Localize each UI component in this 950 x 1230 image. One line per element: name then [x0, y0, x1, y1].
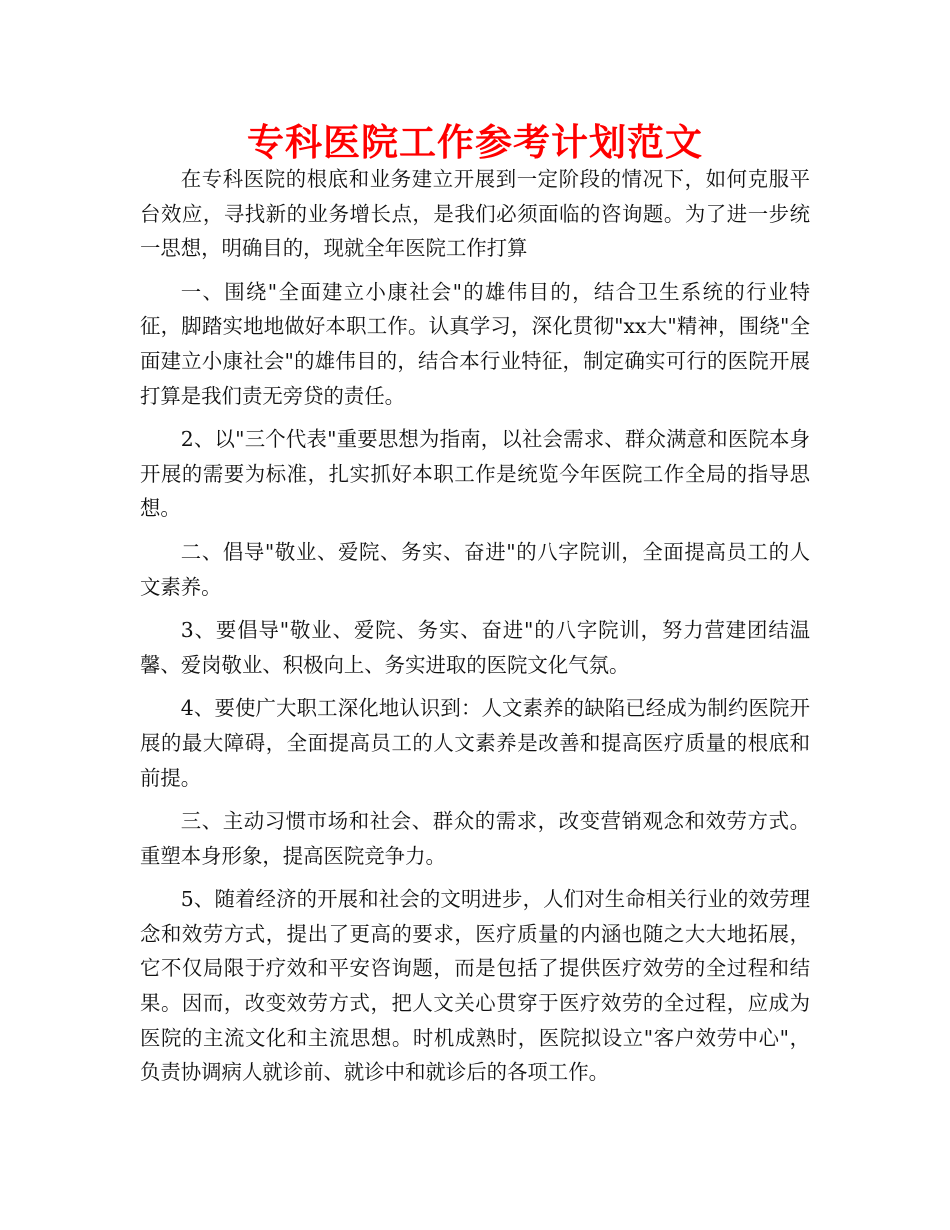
paragraph-section-3: 三、主动习惯市场和社会、群众的需求，改变营销观念和效劳方式。重塑本身形象，提高医院竞争力。	[140, 809, 810, 868]
paragraph-item-3: 3、要倡导"敬业、爱院、务实、奋进"的八字院训，努力营建团结温馨、爱岗敬业、积极向上、务实进取的医院文化气氛。	[140, 618, 810, 677]
document-body	[140, 162, 810, 1099]
paragraph-item-4: 4、要使广大职工深化地认识到：人文素养的缺陷已经成为制约医院开展的最大障碍，全面提高员工的人文素养是改善和提高医疗质量的根底和前提。	[140, 696, 810, 790]
paragraph-section-2: 二、倡导"敬业、爱院、务实、奋进"的八字院训，全面提高员工的人文素养。	[140, 539, 810, 599]
paragraph-item-5: 5、随着经济的开展和社会的文明进步，人们对生命相关行业的效劳理念和效劳方式，提出了更高的要求，医疗质量的内涵也随之大大地拓展，它不仅局限于疗效和平安咨询题，而是包括了提供医疗效劳的全过程和结果。因而，改变效劳方式，把人文关心贯穿于医疗效劳的全过程，应成为医院的主流文化和主流思想。时机成熟时，医院拟设立"客户效劳中心"，负责协调病人就诊前、就诊中和就诊后的各项工作。	[140, 887, 810, 1085]
paragraph-section-1: 一、围绕"全面建立小康社会"的雄伟目的，结合卫生系统的行业特征，脚踏实地地做好本职工作。认真学习，深化贯彻"xx大"精神，围绕"全面建立小康社会"的雄伟目的，结合本行业特征，制定确实可行的医院开展打算是我们责无旁贷的责任。	[140, 279, 810, 408]
paragraph-intro: 在专科医院的根底和业务建立开展到一定阶段的情况下，如何克服平台效应，寻找新的业务增长点，是我们必须面临的咨询题。为了进一步统一思想，明确目的，现就全年医院工作打算	[140, 167, 810, 261]
document-title: 专科医院工作参考计划范文	[247, 121, 703, 164]
paragraph-item-2: 2、以"三个代表"重要思想为指南，以社会需求、群众满意和医院本身开展的需要为标准，扎实抓好本职工作是统览今年医院工作全局的指导思想。	[140, 427, 810, 521]
